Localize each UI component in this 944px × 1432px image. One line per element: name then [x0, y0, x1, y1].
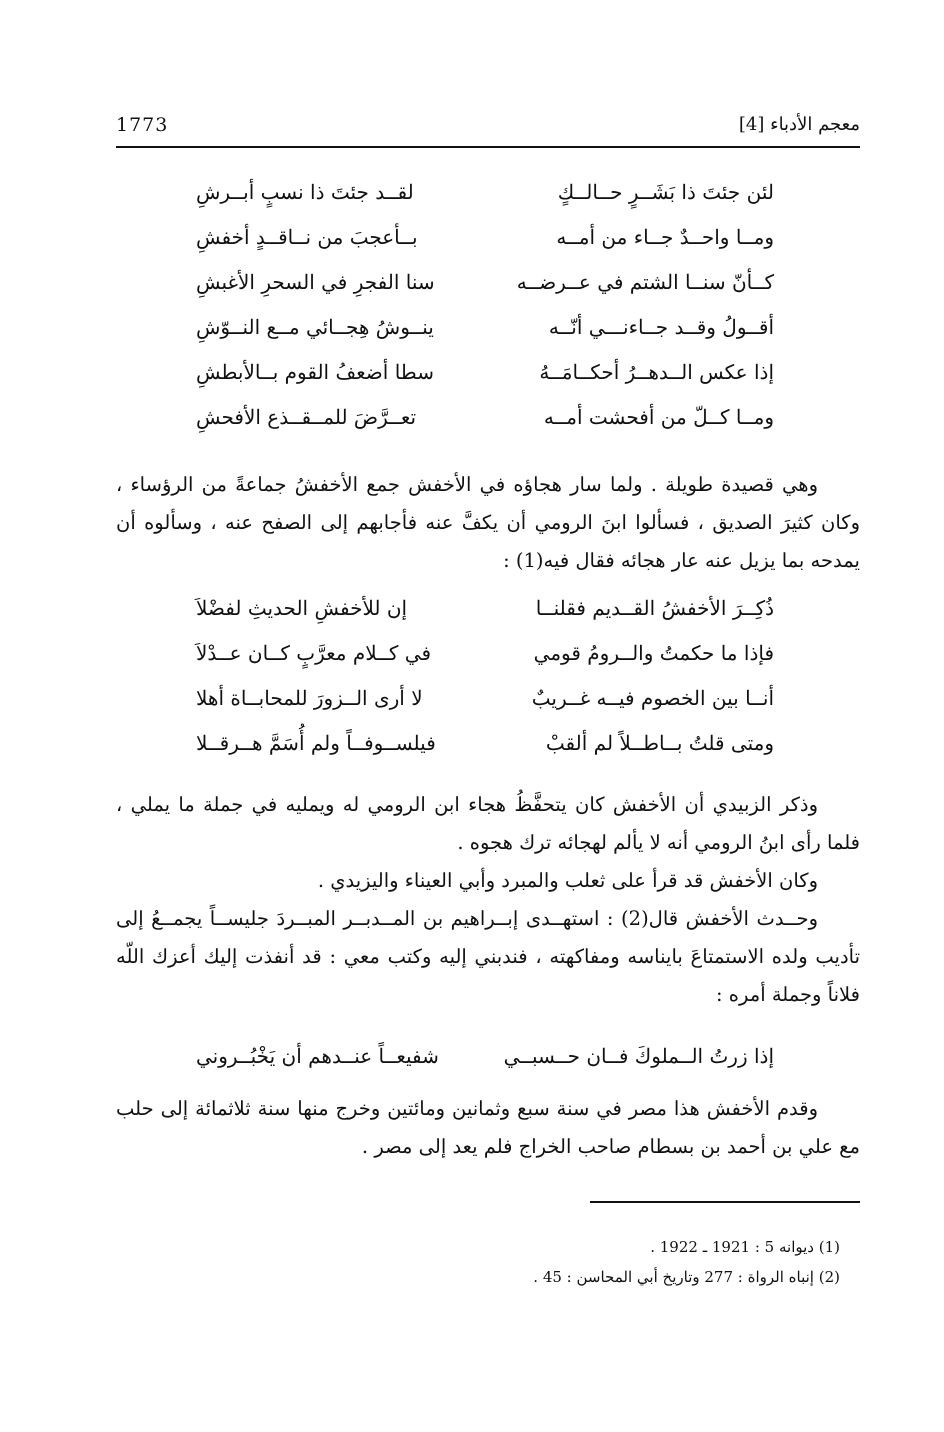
verse-first-hemistich: أنــا بين الخصوم فيــه غــريبٌ [531, 686, 774, 710]
verse-second-hemistich: سطا أضعفُ القوم بــالأبطشِ [196, 360, 434, 384]
header-rule [116, 146, 860, 148]
verse-first-hemistich: إذا زرتُ الــملوكَ فــان حــسبــي [503, 1044, 774, 1068]
verse-second-hemistich: لقــد جئتَ ذا نسبٍ أبــرشِ [196, 180, 414, 204]
prose-block-2 [116, 786, 860, 1014]
poem-block-2 [116, 588, 860, 768]
footnote-rule [590, 1201, 860, 1203]
prose-block-1 [116, 466, 860, 580]
verse [116, 262, 860, 307]
verse [116, 307, 860, 352]
verse [116, 1036, 860, 1081]
footnotes [116, 1232, 860, 1292]
paragraph: وكان الأخفش قد قرأ على ثعلب والمبرد وأبي العيناء واليزيدي . [317, 869, 818, 892]
verse-second-hemistich: تعــرَّضَ للمــقــذع الأفحشِ [196, 405, 417, 429]
verse-first-hemistich: فإذا ما حكمتُ والــرومُ قومي [533, 641, 774, 665]
prose-block-3 [116, 1090, 860, 1166]
page-number: 1773 [116, 114, 169, 136]
verse-second-hemistich: فيلســوفــاً ولم أُسَمَّ هــرقــلا [196, 731, 436, 755]
poem-block-1 [116, 172, 860, 442]
verse-first-hemistich: ومتى قلتُ بــاطــلاً لم ألقبْ [545, 731, 774, 755]
verse-second-hemistich: شفيعــاً عنــدهم أن يَخْبُــروني [196, 1044, 439, 1068]
footnote: (2) إنباه الرواة : 277 وتاريخ أبي المحاسن : 45 . [533, 1268, 840, 1286]
verse [116, 723, 860, 768]
poem-block-3 [116, 1036, 860, 1081]
verse [116, 217, 860, 262]
running-title: معجم الأدباء [4] [738, 114, 860, 135]
verse [116, 678, 860, 723]
verse [116, 397, 860, 442]
paragraph: وذكر الزبيدي أن الأخفش كان يتحفَّظُ هجاء ابن الرومي له ويمليه في جملة ما يملي ، فلما رأى ابنُ الرومي أنه لا يألم لهجائه ترك هجوه . [116, 793, 860, 854]
verse-first-hemistich: ومــا واحــدٌ جــاء من أمــه [556, 225, 774, 249]
verse-second-hemistich: ينــوشُ هِجــائي مــع النــوّشِ [196, 315, 434, 339]
verse-first-hemistich: ذُكِــرَ الأخفشُ القــديم فقلنــا [535, 596, 774, 620]
verse-second-hemistich: إن للأخفشِ الحديثِ لفضْلاَ [196, 596, 408, 620]
verse-first-hemistich: ومــا كــلّ من أفحشت أمــه [543, 405, 774, 429]
verse-first-hemistich: أقــولُ وقــد جــاءنـــي أنّــه [548, 315, 774, 339]
verse-second-hemistich: بــأعجبَ من نــاقــدٍ أخفشِ [196, 225, 418, 249]
paragraph: وقدم الأخفش هذا مصر في سنة سبع وثمانين ومائتين وخرج منها سنة ثلاثمائة إلى حلب مع علي بن أحمد بن بسطام صاحب الخراج فلم يعد إلى مصر . [116, 1097, 860, 1158]
verse-first-hemistich: لئن جئتَ ذا بَشَــرٍ حــالــكٍ [557, 180, 774, 204]
verse [116, 172, 860, 217]
paragraph: وحــدث الأخفش قال(2) : استهــدى إبــراهيم بن المــدبــر المبــردَ جليســاً يجمــعُ إلى تأديب ولده الاستمتاعَ بايناسه ومفاكهته ، فندبني إليه وكتب معي : قد أنفذت إليك أعزك اللّه فلاناً وجملة أمره : [116, 907, 860, 1006]
footnote: (1) ديوانه 5 : 1921 ـ 1922 . [650, 1238, 840, 1256]
verse-second-hemistich: في كــلام معرَّبٍ كــان عــدْلاَ [196, 641, 432, 665]
verse [116, 352, 860, 397]
verse-second-hemistich: سنا الفجرِ في السحرِ الأغبشِ [196, 270, 435, 294]
verse [116, 633, 860, 678]
page-header [116, 112, 860, 144]
verse-second-hemistich: لا أرى الــزورَ للمحابــاة أهلا [196, 686, 423, 710]
verse-first-hemistich: إذا عكس الــدهــرُ أحكــامَــهُ [539, 360, 774, 384]
verse [116, 588, 860, 633]
paragraph: وهي قصيدة طويلة . ولما سار هجاؤه في الأخفش جمع الأخفشُ جماعةً من الرؤساء ، وكان كثيرَ الصديق ، فسألوا ابنَ الرومي أن يكفَّ عنه فأجابهم إلى الصفح عنه ، وسألوه أن يمدحه بما يزيل عنه عار هجائه فقال فيه(1) : [116, 473, 860, 572]
verse-first-hemistich: كــأنّ سنــا الشتم في عــرضــه [516, 270, 774, 294]
